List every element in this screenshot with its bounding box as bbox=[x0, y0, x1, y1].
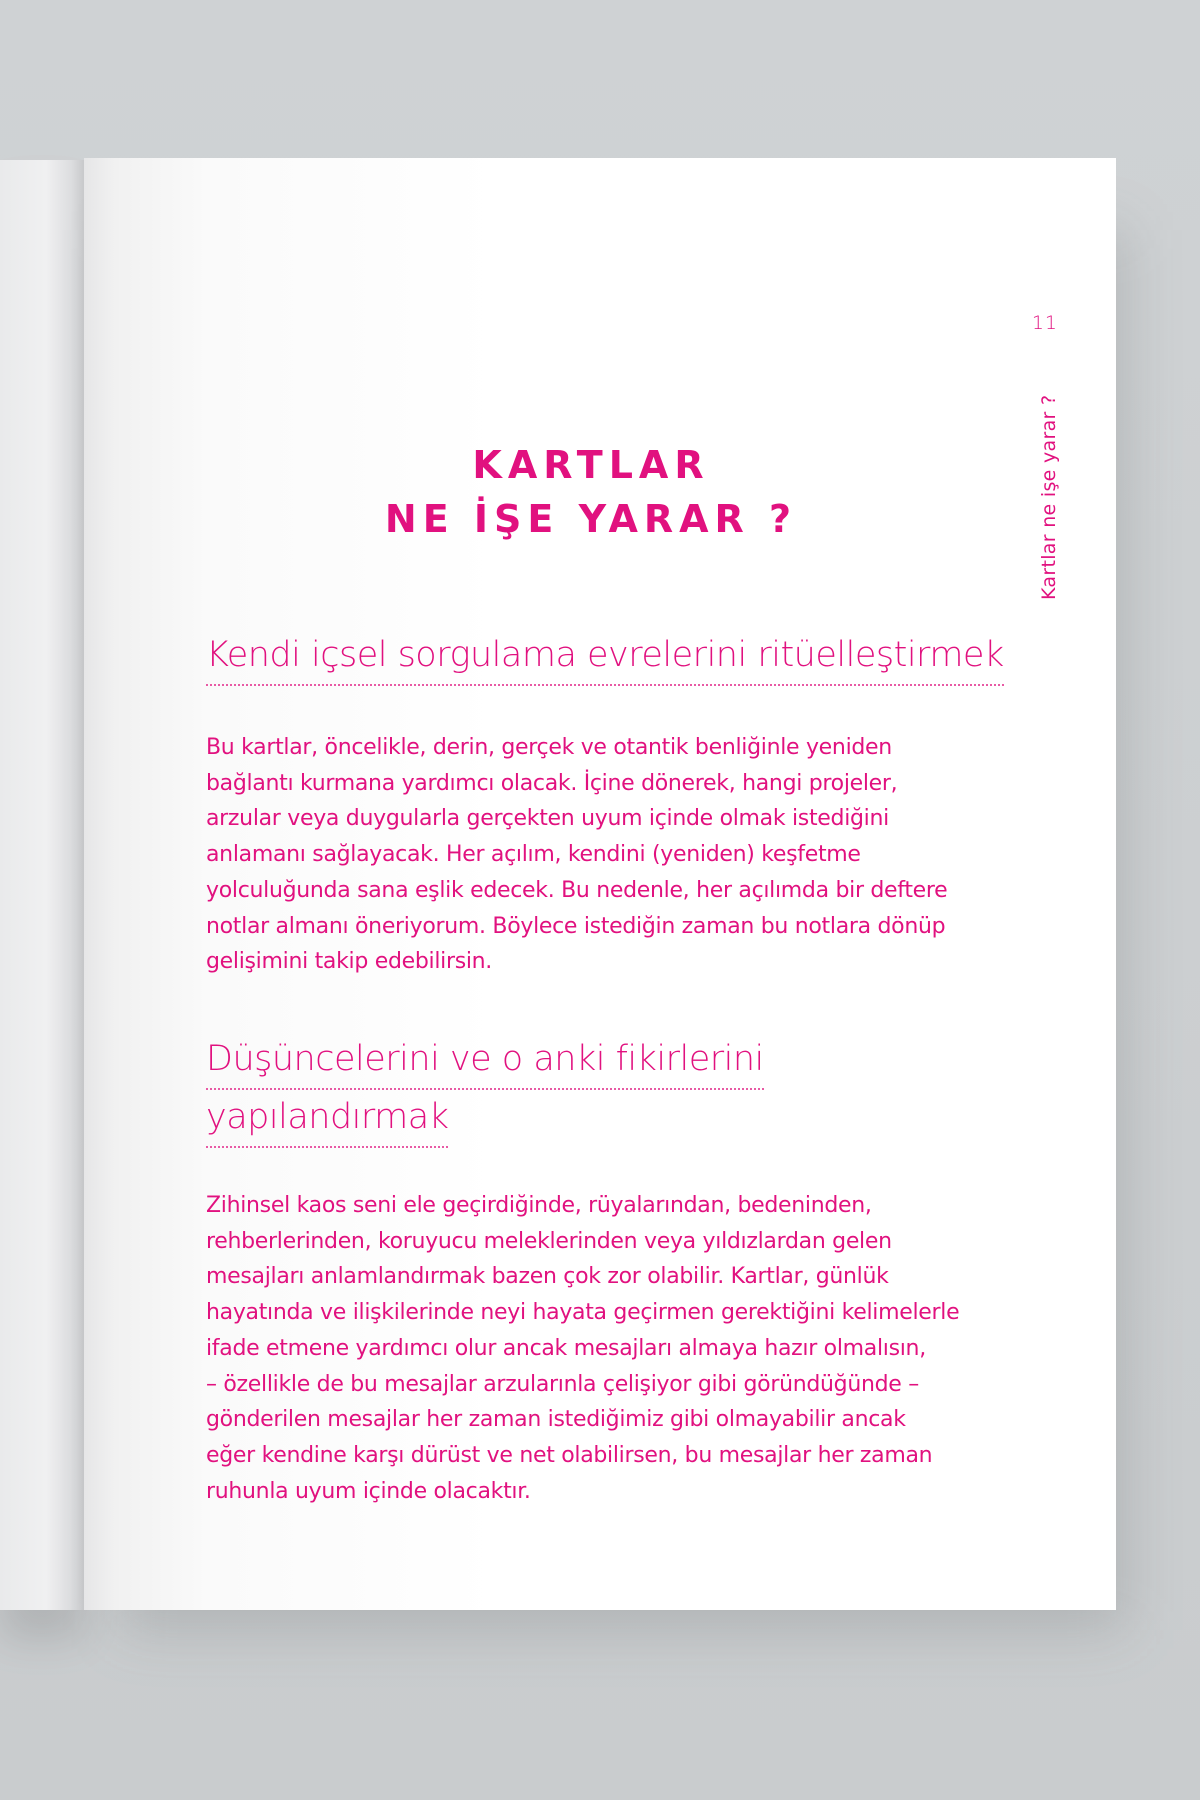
running-header: Kartlar ne işe yarar ? bbox=[1038, 394, 1060, 600]
section-2-line-5: ifade etmene yardımcı olur ancak mesajları almaya hazır olmalısın, bbox=[206, 1335, 926, 1361]
section-2-heading-line-2: yapılandırmak bbox=[206, 1090, 448, 1148]
left-page-edge bbox=[0, 160, 84, 1610]
section-2-line-8: eğer kendine karşı dürüst ve net olabilirsen, bu mesajlar her zaman bbox=[206, 1442, 933, 1468]
section-1-heading bbox=[206, 628, 1004, 686]
section-1-body bbox=[206, 730, 981, 980]
section-2-line-2: rehberlerinden, koruyucu meleklerinden veya yıldızlardan gelen bbox=[206, 1228, 892, 1254]
section-1-line-6: notlar almanı öneriyorum. Böylece istediğin zaman bu notlara dönüp bbox=[206, 913, 946, 939]
section-1-line-5: yolculuğunda sana eşlik edecek. Bu nedenle, her açılımda bir deftere bbox=[206, 877, 948, 903]
section-1-heading-line-1: Kendi içsel sorgulama evrelerini ritüelleştirmek bbox=[206, 628, 1004, 686]
chapter-title bbox=[206, 438, 976, 546]
section-2-heading-line-1: Düşüncelerini ve o anki fikirlerini bbox=[206, 1032, 764, 1090]
section-2-line-7: gönderilen mesajlar her zaman istediğimiz gibi olmayabilir ancak bbox=[206, 1407, 906, 1433]
page-number: 11 bbox=[1031, 312, 1058, 334]
section-1-line-1: Bu kartlar, öncelikle, derin, gerçek ve otantik benliğinle yeniden bbox=[206, 735, 892, 760]
chapter-title-line-2: NE İŞE YARAR ? bbox=[384, 497, 798, 541]
section-2-heading bbox=[206, 1032, 764, 1148]
section-2-line-1: Zihinsel kaos seni ele geçirdiğinde, rüyalarından, bedeninden, bbox=[206, 1193, 872, 1218]
section-2-line-4: hayatında ve ilişkilerinde neyi hayata geçirmen gerektiğini kelimelerle bbox=[206, 1300, 960, 1326]
section-1-line-7: gelişimini takip edebilirsin. bbox=[206, 949, 493, 975]
section-2-line-6: – özellikle de bu mesajlar arzularınla çelişiyor gibi göründüğünde – bbox=[206, 1371, 919, 1397]
section-1-line-2: bağlantı kurmana yardımcı olacak. İçine dönerek, hangi projeler, bbox=[206, 770, 898, 796]
section-1-line-3: arzular veya duygularla gerçekten uyum içinde olmak istediğini bbox=[206, 806, 889, 832]
section-1-line-4: anlamanı sağlayacak. Her açılım, kendini (yeniden) keşfetme bbox=[206, 842, 861, 868]
section-2-line-3: mesajları anlamlandırmak bazen çok zor olabilir. Kartlar, günlük bbox=[206, 1264, 889, 1290]
section-2-line-9: ruhunla uyum içinde olacaktır. bbox=[206, 1478, 531, 1504]
section-2-body bbox=[206, 1188, 981, 1509]
section-2-heading-row-1 bbox=[206, 1032, 764, 1090]
chapter-title-line-1: KARTLAR bbox=[472, 443, 710, 487]
section-2-heading-row-2 bbox=[206, 1090, 764, 1148]
